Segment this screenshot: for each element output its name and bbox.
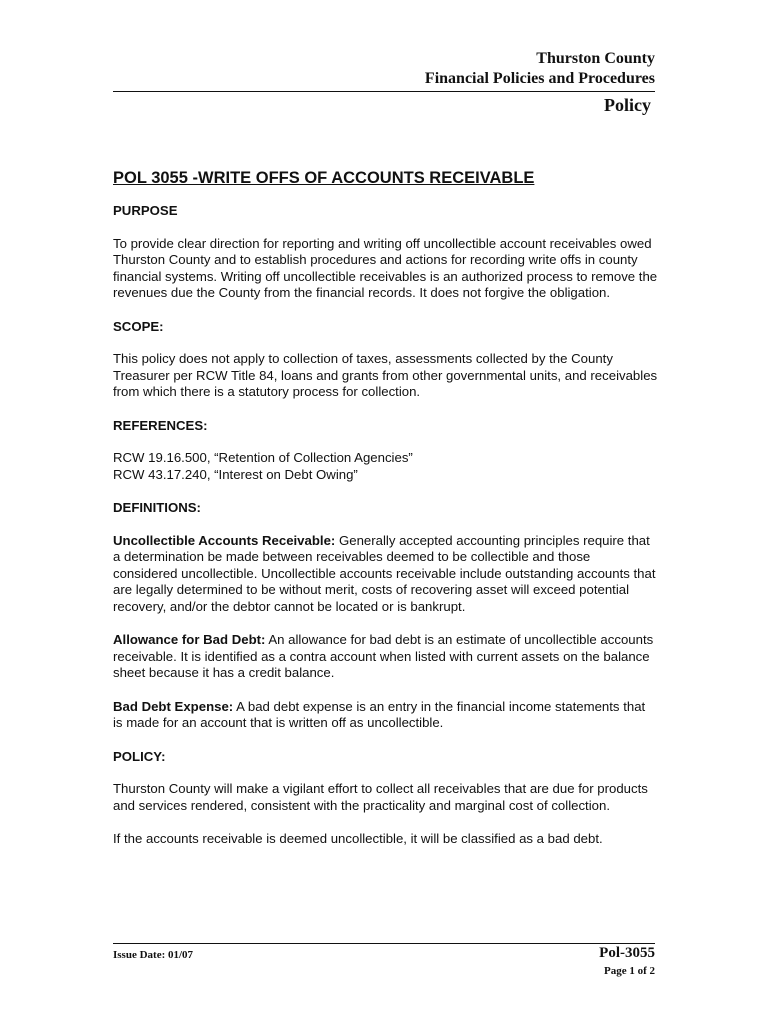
definition-text: An allowance for bad debt is an estimate of uncollectible accounts receivable. It is identified as a contra account when listed with current assets on the balance sheet because it has a credit balance. (113, 632, 654, 680)
definition-term: Bad Debt Expense: (113, 698, 234, 714)
document-body (113, 168, 658, 865)
purpose-section (113, 203, 658, 302)
policy-section (113, 749, 658, 848)
references-heading: REFERENCES: (113, 417, 208, 433)
document-type: Policy (604, 95, 651, 115)
definition-text: A bad debt expense is an entry in the financial income statements that is made for an account that is written off as uncollectible. (113, 698, 646, 730)
footer-divider (113, 943, 655, 944)
definition-item (113, 533, 658, 616)
policy-paragraph: If the accounts receivable is deemed uncollectible, it will be classified as a bad debt. (113, 831, 603, 846)
policy-number: Pol-3055 (599, 945, 655, 961)
definition-item (113, 632, 658, 682)
scope-text: This policy does not apply to collection of taxes, assessments collected by the County Treasurer per RCW Title 84, loans and grants from other governmental units, and receivables from which there is a statutory process for collection. (113, 351, 658, 399)
references-list (113, 450, 658, 483)
definition-item (113, 699, 658, 732)
purpose-text: To provide clear direction for reporting and writing off uncollectible account receivables owed Thurston County and to establish procedures and actions for recording write offs in county financial systems. Writing off uncollectible receivables is an authorized process to remove the revenues due the County from the financial records. It does not forgive the obligation. (113, 235, 658, 300)
definitions-heading: DEFINITIONS: (113, 500, 201, 515)
references-section (113, 418, 658, 484)
definition-term: Allowance for Bad Debt: (113, 632, 266, 647)
policy-paragraph: Thurston County will make a vigilant effort to collect all receivables that are due for products and services rendered, consistent with the practicality and marginal cost of collection. (113, 781, 648, 813)
page-title: POL 3055 -WRITE OFFS OF ACCOUNTS RECEIVABLE (113, 169, 535, 187)
definition-term: Uncollectible Accounts Receivable: (113, 532, 336, 548)
header-divider (113, 91, 655, 92)
reference-item: RCW 19.16.500, “Retention of Collection Agencies” (113, 450, 413, 465)
header-county: Thurston County (536, 50, 655, 67)
purpose-heading: PURPOSE (113, 203, 178, 218)
scope-heading: SCOPE: (113, 318, 164, 334)
policy-heading: POLICY: (113, 748, 166, 764)
page-number: Page 1 of 2 (603, 965, 655, 977)
definitions-section (113, 500, 658, 732)
header-subtitle: Financial Policies and Procedures (424, 70, 655, 87)
reference-item: RCW 43.17.240, “Interest on Debt Owing” (113, 466, 358, 482)
definition-text: Generally accepted accounting principles require that a determination be made between receivables deemed to be collectible and those considered uncollectible. Uncollectible accounts receivable include outstanding accounts that are legally determined to be without merit, costs of recovering asset will exceed potential recovery, and/or the debtor cannot be located or is bankrupt. (113, 532, 656, 614)
scope-section (113, 319, 658, 401)
issue-date: Issue Date: 01/07 (113, 949, 194, 961)
